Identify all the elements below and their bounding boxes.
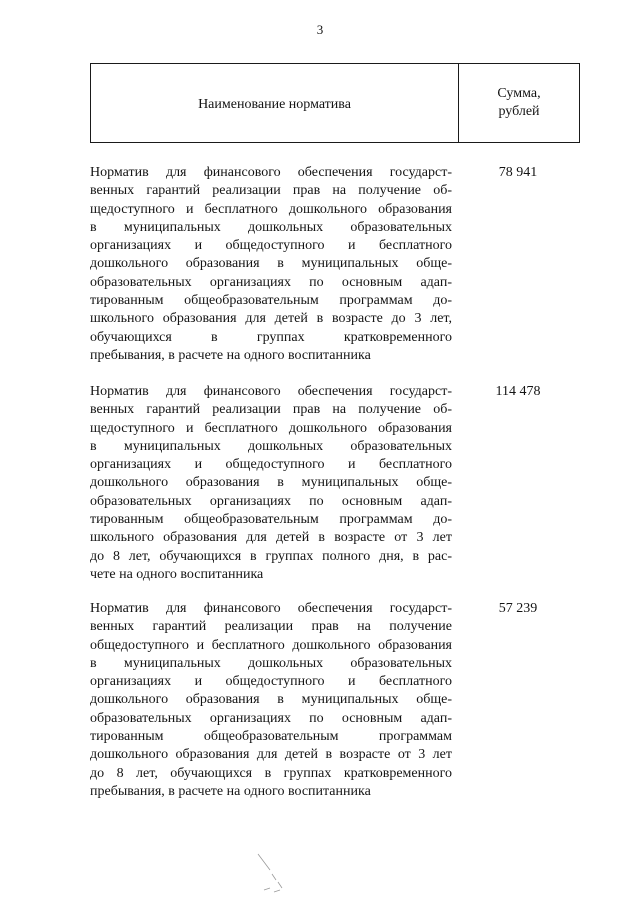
text-line: Норматив для финансового обеспечения государст-	[90, 601, 452, 616]
table-header	[90, 63, 580, 143]
page-number: 3	[316, 22, 324, 37]
text-line: в муниципальных дошкольных образовательных	[90, 438, 452, 454]
norm-amount: 78 941	[498, 165, 538, 180]
text-line: школьного образования для детей в возрасте от 3 лет	[90, 530, 452, 546]
text-line: организациях и общедоступного и бесплатного	[90, 457, 452, 473]
text-line: венных гарантий реализации прав на получение	[90, 619, 452, 635]
norm-description	[90, 600, 452, 801]
norm-amount: 114 478	[495, 384, 541, 399]
text-line: дошкольного образования в муниципальных обще-	[90, 475, 452, 491]
column-header-sum	[459, 64, 579, 142]
text-line: образовательных организациях по основным адап-	[90, 493, 452, 509]
text-line: пребывания, в расчете на одного воспитанника	[90, 783, 371, 799]
text-line: щедоступного и бесплатного дошкольного образования	[90, 420, 452, 436]
column-header-sum-line1: Сумма,	[497, 86, 541, 101]
norm-description	[90, 383, 452, 584]
norm-amount: 57 239	[498, 601, 538, 616]
text-line: щедоступного и бесплатного дошкольного образования	[90, 201, 452, 217]
column-header-name: Наименование норматива	[91, 64, 459, 142]
scan-mark	[250, 850, 300, 895]
text-line: до 8 лет, обучающихся в группах полного дня, в рас-	[90, 548, 452, 564]
text-line: в муниципальных дошкольных образовательных	[90, 219, 452, 235]
text-line: обучающихся в группах кратковременного	[90, 329, 452, 345]
text-line: организациях и общедоступного и бесплатного	[90, 674, 452, 690]
text-line: Норматив для финансового обеспечения государст-	[90, 165, 452, 180]
text-line: венных гарантий реализации прав на получение об-	[90, 183, 452, 199]
text-line: дошкольного образования в муниципальных обще-	[90, 692, 452, 708]
text-line: дошкольного образования в муниципальных обще-	[90, 256, 452, 272]
text-line: до 8 лет, обучающихся в группах кратковременного	[90, 765, 452, 781]
text-line: чете на одного воспитанника	[90, 566, 264, 582]
text-line: пребывания, в расчете на одного воспитанника	[90, 347, 371, 363]
text-line: Норматив для финансового обеспечения государст-	[90, 384, 452, 399]
text-line: общедоступного и бесплатного дошкольного образования	[90, 637, 452, 653]
norm-description	[90, 164, 452, 365]
text-line: тированным общеобразовательным программам до-	[90, 512, 452, 528]
text-line: школьного образования для детей в возрасте до 3 лет,	[90, 311, 452, 327]
text-line: тированным общеобразовательным программам до-	[90, 293, 452, 309]
column-header-sum-line2: рублей	[498, 104, 540, 119]
text-line: организациях и общедоступного и бесплатного	[90, 238, 452, 254]
text-line: в муниципальных дошкольных образовательных	[90, 655, 452, 671]
text-line: образовательных организациях по основным адап-	[90, 274, 452, 290]
text-line: тированным общеобразовательным программам	[90, 729, 452, 745]
text-line: образовательных организациях по основным адап-	[90, 710, 452, 726]
text-line: венных гарантий реализации прав на получение об-	[90, 402, 452, 418]
text-line: дошкольного образования для детей в возрасте от 3 лет	[90, 747, 452, 763]
